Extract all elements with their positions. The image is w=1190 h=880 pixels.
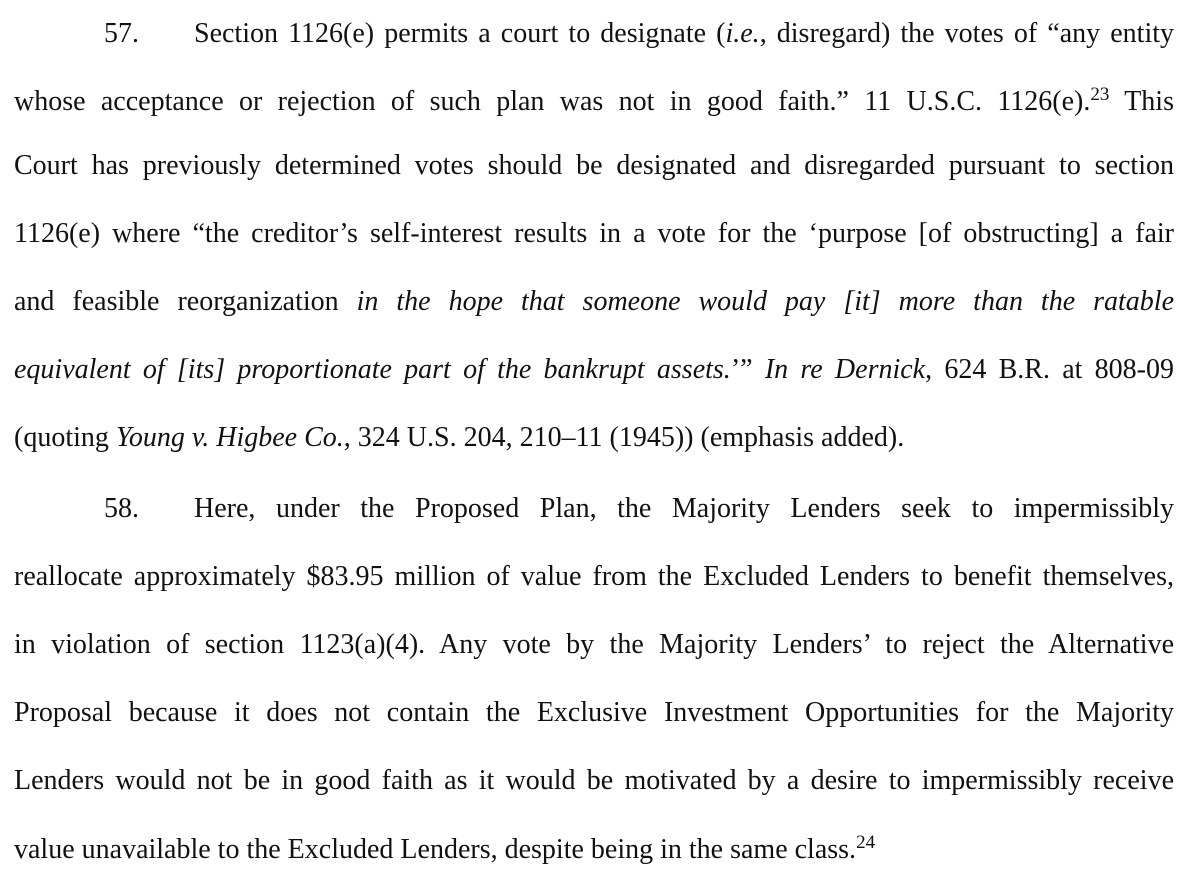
paragraph-58-line-3: in violation of section 1123(a)(4). Any vote by the Majority Lenders’ to reject the Alternative bbox=[14, 629, 1174, 660]
paragraph-58-line-4: Proposal because it does not contain the Exclusive Investment Opportunities for the Majority bbox=[14, 697, 1174, 728]
footnote-ref-24[interactable]: 24 bbox=[856, 832, 876, 853]
paragraph-57-line-4: 1126(e) where “the creditor’s self-interest results in a vote for the ‘purpose [of obstructing] a fair bbox=[14, 218, 1174, 249]
paragraph-58-line-2: reallocate approximately $83.95 million of value from the Excluded Lenders to benefit themselves, bbox=[14, 561, 1174, 592]
paragraph-58-line-6: value unavailable to the Excluded Lenders, despite being in the same class.$^{24}$ bbox=[14, 832, 876, 865]
case-citation: In re Dernick bbox=[764, 354, 926, 385]
paragraph-number: 58. bbox=[104, 493, 139, 524]
paragraph-57-line-7: (quoting Young v. Higbee Co., 324 U.S. 204, 210–11 (1945)) (emphasis added). bbox=[14, 422, 905, 453]
paragraph-57-line-1: 57. Section 1126(e) permits a court to designate (i.e., disregard) the votes of “any entity bbox=[104, 14, 1174, 54]
paragraph-57-line-3: Court has previously determined votes should be designated and disregarded pursuant to section bbox=[14, 150, 1174, 181]
paragraph-58-line-1: 58. Here, under the Proposed Plan, the Majority Lenders seek to impermissibly bbox=[104, 489, 1174, 529]
paragraph-57-line-2: whose acceptance or rejection of such plan was not in good faith.” 11 U.S.C. 1126(e).$^{23}$ This bbox=[14, 84, 1174, 117]
paragraph-58-line-5: Lenders would not be in good faith as it would be motivated by a desire to impermissibly receive bbox=[14, 765, 1174, 796]
case-citation: Young v. Higbee Co. bbox=[115, 422, 344, 453]
paragraph-57-line-6: equivalent of [its] proportionate part of the bankrupt assets.’” In re Dernick, 624 B.R. at 808-09 bbox=[14, 354, 1174, 385]
footnote-ref-23[interactable]: 23 bbox=[1090, 84, 1110, 105]
paragraph-57-line-5: and feasible reorganization in the hope that someone would pay [it] more than the ratable bbox=[14, 286, 1174, 317]
paragraph-number: 57. bbox=[104, 18, 139, 49]
